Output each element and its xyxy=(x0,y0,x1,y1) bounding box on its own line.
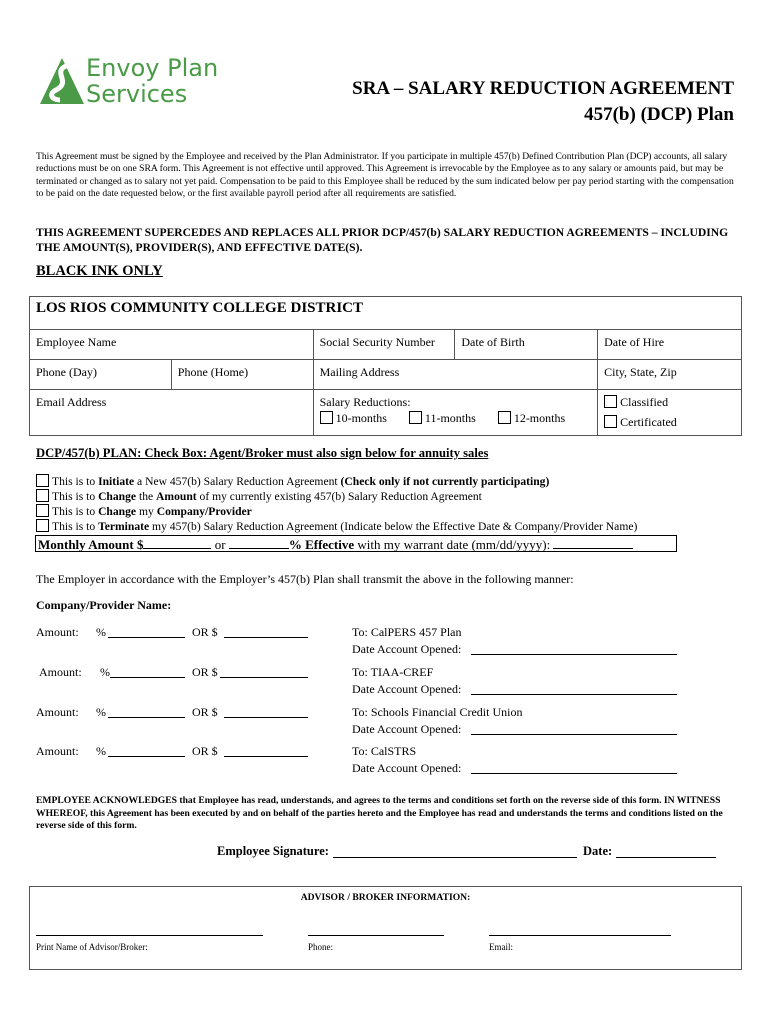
intro-paragraph: This Agreement must be signed by the Employee and received by the Plan Administrator. If you participate in multiple 457(b) Defined Contribution Plan (DCP) accounts, all salary reductions must be on one SRA form. This Agreement is not effective until approved. This Agreement is irrevocable by the Employee as to any salary or amounts paid, but may be terminated or changed as to salary not yet paid. Compensation to be paid to this Employee shall be reduced by the sum indicated below per pay period starting with the compensation to be paid on the date requested below, or the first available payroll period after all requirements are satisfied. xyxy=(36,151,734,200)
calpers-date-input[interactable] xyxy=(471,642,677,655)
or-label: or xyxy=(214,537,226,552)
acknowledgement-text: EMPLOYEE ACKNOWLEDGES that Employee has read, understands, and agrees to the terms and conditions set forth on the reverse side of this form. IN WITNESS WHEREOF, this Agreement has been executed by and on behalf of the parties hereto and the Employee has read and understands the terms and conditions listed on the reverse side of this form. xyxy=(36,795,723,832)
logo-line1: Envoy Plan xyxy=(86,54,219,82)
monthly-amount-label: Monthly Amount $ xyxy=(38,537,144,552)
phone-home-field[interactable]: Phone (Home) xyxy=(171,360,313,390)
months12-label: 12-months xyxy=(513,411,566,425)
percent-effective-label: % Effective xyxy=(288,537,355,552)
plan-heading: DCP/457(b) PLAN: Check Box: Agent/Broker must also sign below for annuity sales xyxy=(36,446,489,460)
change-provider-checkbox[interactable] xyxy=(36,504,49,517)
page-title: SRA – SALARY REDUCTION AGREEMENT xyxy=(352,78,734,99)
advisor-email-label: Email: xyxy=(489,942,513,952)
calpers-percent-input[interactable] xyxy=(108,625,185,638)
advisor-phone-label: Phone: xyxy=(308,942,334,952)
email-field[interactable]: Email Address xyxy=(30,390,314,436)
percent-input[interactable] xyxy=(229,536,289,549)
option-change-provider: This is to Change my Company/Provider xyxy=(36,504,252,518)
advisor-email-input[interactable] xyxy=(489,923,671,936)
warrant-label: with my warrant date (mm/dd/yyyy): xyxy=(357,537,551,552)
certificated-label: Certificated xyxy=(620,415,677,429)
supersedes-notice: THIS AGREEMENT SUPERCEDES AND REPLACES ALL PRIOR DCP/457(b) SALARY REDUCTION AGREEMENTS – INCLUDING THE AMOUNT(S), PROVIDER(S), AND EFFECTIVE DATE(S). xyxy=(36,226,729,254)
provider-row-calstrs: Amount: % OR $ To: CalSTRS Date Account Opened: xyxy=(36,744,736,780)
salary-reductions-label: Salary Reductions: xyxy=(319,395,411,409)
months10-checkbox[interactable] xyxy=(320,411,333,424)
hire-date-field[interactable]: Date of Hire xyxy=(598,330,742,360)
tiaa-dollar-input[interactable] xyxy=(220,665,308,678)
phone-day-field[interactable]: Phone (Day) xyxy=(30,360,172,390)
black-ink-notice: BLACK INK ONLY xyxy=(36,263,163,279)
signature-label: Employee Signature: xyxy=(217,844,329,858)
advisor-name-input[interactable] xyxy=(36,923,263,936)
employee-name-field[interactable]: Employee Name xyxy=(30,330,314,360)
city-state-zip-field[interactable]: City, State, Zip xyxy=(598,360,742,390)
option-initiate: This is to Initiate a New 457(b) Salary Reduction Agreement (Check only if not currently participating) xyxy=(36,474,549,488)
employee-info-table xyxy=(29,296,742,436)
signature-input[interactable] xyxy=(333,845,577,858)
months10-label: 10-months xyxy=(335,411,387,425)
initiate-checkbox[interactable] xyxy=(36,474,49,487)
sfcu-date-input[interactable] xyxy=(471,722,677,735)
sfcu-dollar-input[interactable] xyxy=(224,705,308,718)
months11-checkbox[interactable] xyxy=(409,411,422,424)
certificated-checkbox[interactable] xyxy=(604,415,617,428)
advisor-title: ADVISOR / BROKER INFORMATION: xyxy=(300,892,471,903)
option-change-amount: This is to Change the Amount of my currently existing 457(b) Salary Reduction Agreement xyxy=(36,489,482,503)
mailing-address-field[interactable]: Mailing Address xyxy=(313,360,598,390)
monthly-amount-row xyxy=(35,535,677,552)
signature-date-input[interactable] xyxy=(616,845,716,858)
employer-text: The Employer in accordance with the Employer’s 457(b) Plan shall transmit the above in the following manner: xyxy=(36,572,574,586)
calstrs-percent-input[interactable] xyxy=(108,744,185,757)
logo-line2: Services xyxy=(86,80,188,108)
option-terminate: This is to Terminate my 457(b) Salary Reduction Agreement (Indicate below the Effective Date & Company/Provider Name) xyxy=(36,519,637,533)
tiaa-percent-input[interactable] xyxy=(110,665,185,678)
provider-row-calpers: Amount: % OR $ To: CalPERS 457 Plan Date Account Opened: xyxy=(36,625,736,661)
tiaa-date-input[interactable] xyxy=(471,682,677,695)
dob-field[interactable]: Date of Birth xyxy=(455,330,598,360)
classified-checkbox[interactable] xyxy=(604,395,617,408)
advisor-name-label: Print Name of Advisor/Broker: xyxy=(36,942,148,952)
salary-reductions-cell xyxy=(313,390,598,436)
sfcu-percent-input[interactable] xyxy=(108,705,185,718)
district-name: LOS RIOS COMMUNITY COLLEGE DISTRICT xyxy=(30,297,742,330)
classified-label: Classified xyxy=(620,395,669,409)
calpers-dollar-input[interactable] xyxy=(224,625,308,638)
employee-type-cell xyxy=(598,390,742,436)
provider-row-sfcu: Amount: % OR $ To: Schools Financial Credit Union Date Account Opened: xyxy=(36,705,736,741)
warrant-date-input[interactable] xyxy=(553,536,633,549)
envoy-leaf-icon xyxy=(38,56,86,106)
advisor-box xyxy=(29,886,742,970)
change-amount-checkbox[interactable] xyxy=(36,489,49,502)
envoy-logo xyxy=(38,56,238,110)
provider-row-tiaa: Amount: % OR $ To: TIAA-CREF Date Account Opened: xyxy=(36,665,736,701)
signature-date-label: Date: xyxy=(583,844,613,858)
monthly-amount-input[interactable] xyxy=(143,536,211,549)
company-heading: Company/Provider Name: xyxy=(36,598,172,612)
months12-checkbox[interactable] xyxy=(498,411,511,424)
months11-label: 11-months xyxy=(424,411,476,425)
ssn-field[interactable]: Social Security Number xyxy=(313,330,455,360)
advisor-phone-input[interactable] xyxy=(308,923,444,936)
page-subtitle: 457(b) (DCP) Plan xyxy=(584,104,734,125)
terminate-checkbox[interactable] xyxy=(36,519,49,532)
calstrs-dollar-input[interactable] xyxy=(224,744,308,757)
calstrs-date-input[interactable] xyxy=(471,761,677,774)
